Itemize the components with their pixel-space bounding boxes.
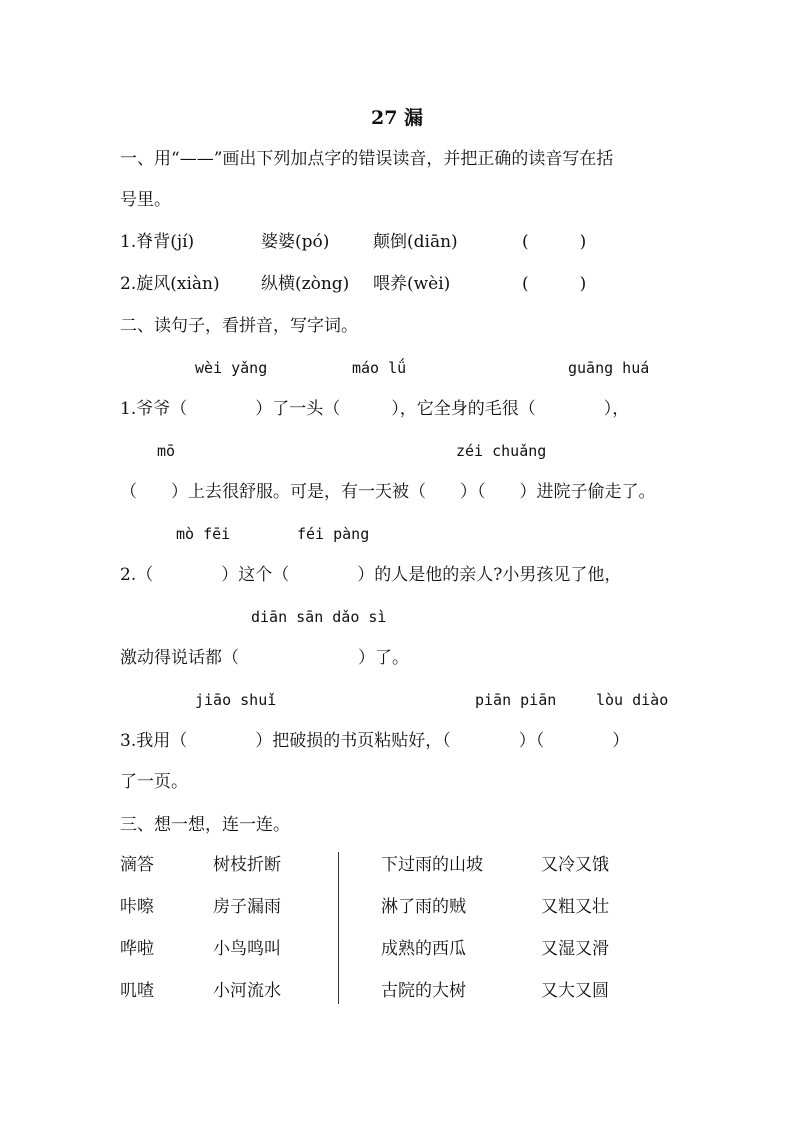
pinyin-mao-lv: máo lǘ — [352, 359, 407, 377]
match-subject-1[interactable]: 下过雨的山坡 — [381, 855, 483, 875]
match-source-2[interactable]: 房子漏雨 — [213, 897, 281, 917]
match-description-3[interactable]: 又湿又滑 — [541, 939, 609, 959]
item1-word-c: 颠倒(diān) — [373, 232, 458, 252]
section1-heading-line2: 号里。 — [120, 190, 171, 210]
section1-heading-line1: 一、用“——”画出下列加点字的错误读音，并把正确的读音写在括 — [120, 149, 614, 169]
match-subject-4[interactable]: 古院的大树 — [381, 981, 466, 1001]
item1-word-b: 婆婆(pó) — [261, 232, 330, 252]
item1-word-a: 1.脊背(jí) — [120, 232, 195, 252]
pinyin-lou-diao: lòu diào — [596, 691, 669, 709]
pinyin-dian-san-dao-si: diān sān dǎo sì — [251, 608, 387, 626]
match-subject-2[interactable]: 淋了雨的贼 — [381, 897, 466, 917]
q2-sentence-line1: 2.（ ）这个（ ）的人是他的亲人?小男孩见了他， — [120, 565, 622, 585]
pinyin-guang-hua: guāng huá — [568, 359, 650, 377]
pinyin-fei-pang: féi pàng — [297, 525, 370, 543]
pinyin-jiao-shui: jiāo shuǐ — [195, 691, 277, 709]
section3-heading: 三、想一想，连一连。 — [120, 815, 290, 835]
match-subject-3[interactable]: 成熟的西瓜 — [381, 939, 466, 959]
item2-word-c: 喂养(wèi) — [373, 274, 451, 294]
item2-word-a: 2.旋风(xiàn) — [120, 274, 220, 294]
match-description-2[interactable]: 又粗又壮 — [541, 897, 609, 917]
pinyin-mo: mō — [157, 442, 176, 460]
match-source-1[interactable]: 树枝折断 — [213, 855, 281, 875]
match-sound-1[interactable]: 滴答 — [120, 855, 154, 875]
q1-sentence-line1: 1.爷爷（ ）了一头（ ），它全身的毛很（ ）， — [120, 399, 630, 419]
match-source-3[interactable]: 小鸟鸣叫 — [213, 939, 281, 959]
match-sound-2[interactable]: 咔嚓 — [120, 897, 154, 917]
match-sound-4[interactable]: 叽喳 — [120, 981, 154, 1001]
item1-answer-blank[interactable]: ( ) — [522, 232, 587, 252]
page-title: 27 漏 — [370, 107, 424, 129]
pinyin-pian-pian: piān piān — [475, 691, 557, 709]
q3-sentence-line2: 了一页。 — [120, 772, 188, 792]
item2-answer-blank[interactable]: ( ) — [522, 274, 587, 294]
item2-word-b: 纵横(zòng) — [261, 274, 350, 294]
pinyin-mo-fei: mò fēi — [176, 525, 231, 543]
q2-sentence-line2: 激动得说话都（ ）了。 — [120, 648, 409, 668]
q1-sentence-line2: （ ）上去很舒服。可是，有一天被（ ）（ ）进院子偷走了。 — [120, 482, 656, 502]
match-sound-3[interactable]: 哗啦 — [120, 939, 154, 959]
match-source-4[interactable]: 小河流水 — [213, 981, 281, 1001]
q3-sentence-line1: 3.我用（ ）把破损的书页粘贴好，（ ）（ ） — [120, 731, 630, 751]
match-description-1[interactable]: 又冷又饿 — [541, 855, 609, 875]
match-description-4[interactable]: 又大又圆 — [541, 981, 609, 1001]
column-divider — [338, 852, 339, 1004]
pinyin-wei-yang: wèi yǎng — [195, 359, 268, 377]
section2-heading: 二、读句子，看拼音，写字词。 — [120, 316, 358, 336]
pinyin-zei-chuang: zéi chuǎng — [456, 442, 547, 460]
